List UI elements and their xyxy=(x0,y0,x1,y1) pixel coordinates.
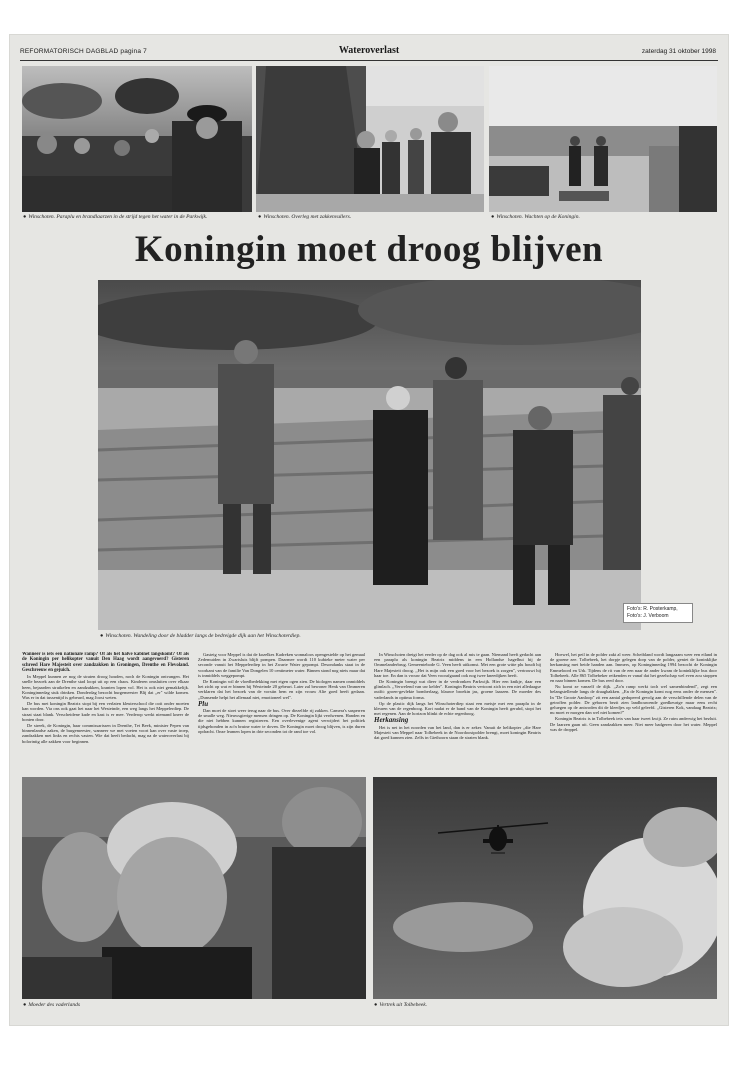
paragraph: In Meppel kunnen ze nog de straten droog houden, noch de Koningin ontvangen. Het snelle bezoek aan de Drenthe stad loopt uit op een chaos. Kinderen omsluiten over elkaar heen, bejaarden struikelen en zandzakken, kranten lopen vol. Het is ook niet gemakkelijk. Koninginnedag stuk drinken. Donderdag bezocht burgemeester Blij dat ,,er" wilde komen. Was er in dat tussentijd is gebeurd, mag Joost weten. xyxy=(22,674,189,700)
paragraph: Dan moet de stoet weer terug naar de bus. Over diezelfde rij zakken. Camera's sasperren de smalle weg. Nieuwsgierige mensen dringen op. De Koningin lijkt verdwenen. Handen en die niet hebben kunnen registreren. Een overlevenige agent verwijdert het politiek tijdsgebonden in zo'n bruine water te doven. De Koningin moet droog blijven, is zijn duren opdracht. Onze leamen lopen in drie seconden tot de rand toe vol. xyxy=(198,708,365,734)
photo-queen-portrait xyxy=(22,777,366,999)
photo-main-dike-walk xyxy=(98,280,641,630)
headline: Koningin moet droog blijven xyxy=(134,229,604,270)
paragraph: Nu komt ze vanzelf de dijk. ,,Zo'n ramp werkt toch wel samenbindend", zegt een belangstellende langs de draagbakken. ,,En de Koningin komt nog eens onder de mensen". In "De Groote Aanloop" zit een aantal gedupeerd gevolg aan de verschillende delen van de getroffen polder. De geboren bezit zien landbouwende goedkeurige maar eens recht geluegen op de antwoden dit de kleedjes op veld geleefd. ,,Gisteren Kok, vandaag Beatrix; nu moet er morgen dan wel niet komen?" xyxy=(550,684,717,716)
caption-bottom-left: ● Moeder des vaderlands xyxy=(23,1002,80,1008)
caption-main: ● Winschoten. Wandeling door de bladder langs de bedreigde dijk aan het Winschoterdiep. xyxy=(100,633,301,639)
photo-credit xyxy=(623,603,693,623)
paragraph: De bus met koningin Beatrix stopt bij een verlaten kleuterschool die ooit onder moeten kan worden. Via ons ook gaat het naar het Westeinde, een weg langs het Meppelerdiep. De straat staat blank. Verscheidene kade en kast is er mee. Verderop werkt niemand kneer de bonten door. xyxy=(22,701,189,722)
caption-text: Moeder des vaderlands xyxy=(28,1002,80,1008)
subheading: Plu xyxy=(198,699,209,708)
article-column-4 xyxy=(550,652,717,792)
caption-bottom-right: ● Vertrek uit Tolbebeek. xyxy=(374,1002,428,1008)
issue-date: zaterdag 31 oktober 1998 xyxy=(641,48,716,55)
credit-line-1: Foto's: R. Posterkamp, xyxy=(627,606,678,612)
photo-helicopter xyxy=(373,777,717,999)
paragraph: Op de plastic dijk langs het Winschoterdiep staat een meisje met een paraplu in de kleuren van de regenboog. Kort nadat er de band van de Koningin heeft gerubd, stopt het met regenen. Aan de horizon blinkt de echte regenboog. xyxy=(374,700,541,717)
caption-text: Winschoten. Overleg met zakkenvullers. xyxy=(263,214,352,220)
section-title: Wateroverlast xyxy=(338,45,400,56)
credit-line-2: Foto's: J. Verboom xyxy=(627,613,669,619)
article-column-2 xyxy=(198,652,365,792)
header-rule xyxy=(20,60,718,61)
caption-text: Winschoten. Wandeling door de bladder langs de bedreigde dijk aan het Winschoterdiep. xyxy=(105,633,301,639)
photo-umbrellas xyxy=(22,66,252,212)
caption-top-right: ● Winschoten. Wachten op de Koningin. xyxy=(491,214,580,220)
article-lead: Wanneer is iets een nationale ramp? Of als het halve kabinet langskomt? Of als de Koningin per helikopter vanuit Den Haag wordt aangevoerd? Gisteren schreed Hare Majesteit over zandzakken in Groningen, Drenthe en Flevoland. Geschreeuw en gejuich. xyxy=(22,652,189,673)
paragraph: De streek, de Koningin, haar commissarissen in Drenthe, Tet Beek, minister Pepen van binnenlandse zaken, de burgemeester, wanneer we met voeten voort kan over vaste troep, zandzakken met links en rechts vasten. Wie dat heeft bedacht, mag na de wateroverlast bij bolorintig alle zakken voor beginnen. xyxy=(22,723,189,744)
paragraph: Koningin Beatrix is in Tolbebeek ietx van haar tweet kwijt. Ze ruim anderwig het bezluit. De laarzen gaan uit. Geen zandzakken meer. Niet meer badgeren door het water. Meppel was de droppel. xyxy=(550,716,717,732)
newspaper-page xyxy=(10,35,728,1025)
subheading: Herkansing xyxy=(374,716,409,725)
caption-top-left: ● Winschoten. Paraplu en brandlaarzen in de strijd tegen het water in de Parkwijk. xyxy=(23,214,208,220)
paragraph: In Winschoten dreigt het eerder op de dag ook al mis te gaan. Niemand heeft gedacht aan een paraplu als koningin Beatrix middens in een Hollandse hagelbui bij de Ommelanderbrug. Gemeentebode G. Veen heeft uitkomst. Met een grote witte plu houdt hij Hare Majesteit droog. ,,Het is mijn ouk een goed voor het bezoek is zorgen", vertrouwt hij haar toe. En dan is vrouw dat Veen voorafgaand ook nog twee kneedijken heeft. xyxy=(374,652,541,678)
page-header xyxy=(10,43,728,59)
paragraph: Hoewel, het peil in de polder zakt al weer. Scheibland wordt langzaam weer een eiland in de groene zee. Tolbebeek, het dorpje gelegen dorp van de polder, geniet de koninklijke herkansing met beide handen aan. Immers, op Koninginnedag 1994 bezocht de Koningin Emmeloord en Urk. Tijdens de rit van de een naar de ander kwam de koninklijke bus door Tolbebeek. Alle 865 Tolbebeker reikenden er vanaf dat het gezelschap wel even zou stoppen en naar binnen komen. De bus reed door. xyxy=(550,652,717,684)
paragraph: Het is net in het noorden van het land, dan is er zeker. Vanuit de helikopter ,,die Hare Majesteit van Meppel naar Tolbebeek in de Noordoostpolder brengt, moet koningin Beatrix dat goed kunnen zien. Zelfs in Giethoorn staan de straten blank. xyxy=(374,724,541,741)
article-column-1 xyxy=(22,652,189,792)
photo-soldiers-meeting xyxy=(256,66,484,212)
newspaper-name: REFORMATORISCH DAGBLAD pagina 7 xyxy=(20,48,147,55)
article-column-3 xyxy=(374,652,541,792)
caption-text: Winschoten. Paraplu en brandlaarzen in de strijd tegen het water in de Parkwijk. xyxy=(28,214,208,220)
paragraph: De Koningin brengt wat dieer in de verdronken Parkwijk. Hier een knikje, daar een glimlach. ,,Verwelend van uw kelder". Koningin Beatrix vertoont zich in een niet alledaagse outfit: groen-gevlekte bomberlaag, blauwe broekin jas, groene laarzen. De moeder des vaderlands in optima forma. xyxy=(374,679,541,700)
photo-waiting-queen xyxy=(489,66,717,212)
caption-top-middle: ● Winschoten. Overleg met zakkenvullers. xyxy=(258,214,352,220)
paragraph: De Koningin wil de vloedbedekking met eigen ogen zien. De biologen namen onmiddels het zicht op wat er binnen bij Westeinde 20 gebeurt. Later zal bewoner Henk van Ommeren verklaren dat het bezoek van de vorstin hem en zijn vrouw Alie goed heeft gedaan. ,,Dunsende helpt het allemaal niet, emotioneel wel". xyxy=(198,679,365,700)
paragraph: Gasteig voor Meppel is dat de kozelkes Kadreken wonnaloos opengestelde op het gemaal Zedemuiden in Zwartsluis blijft pompen. Daarmee wordt 110 kubieke meter water per seconde vanuit het Meppelerdiep in het Zwarte Water gepompt. Desondanks staat in de voorkant van de familie Van Dongelen 10 centimeter water. Binnen stond nog niets maar dat is inmiddels weggepompt. xyxy=(198,652,365,678)
caption-text: Winschoten. Wachten op de Koningin. xyxy=(496,214,580,220)
caption-text: Vertrek uit Tolbebeek. xyxy=(379,1002,428,1008)
